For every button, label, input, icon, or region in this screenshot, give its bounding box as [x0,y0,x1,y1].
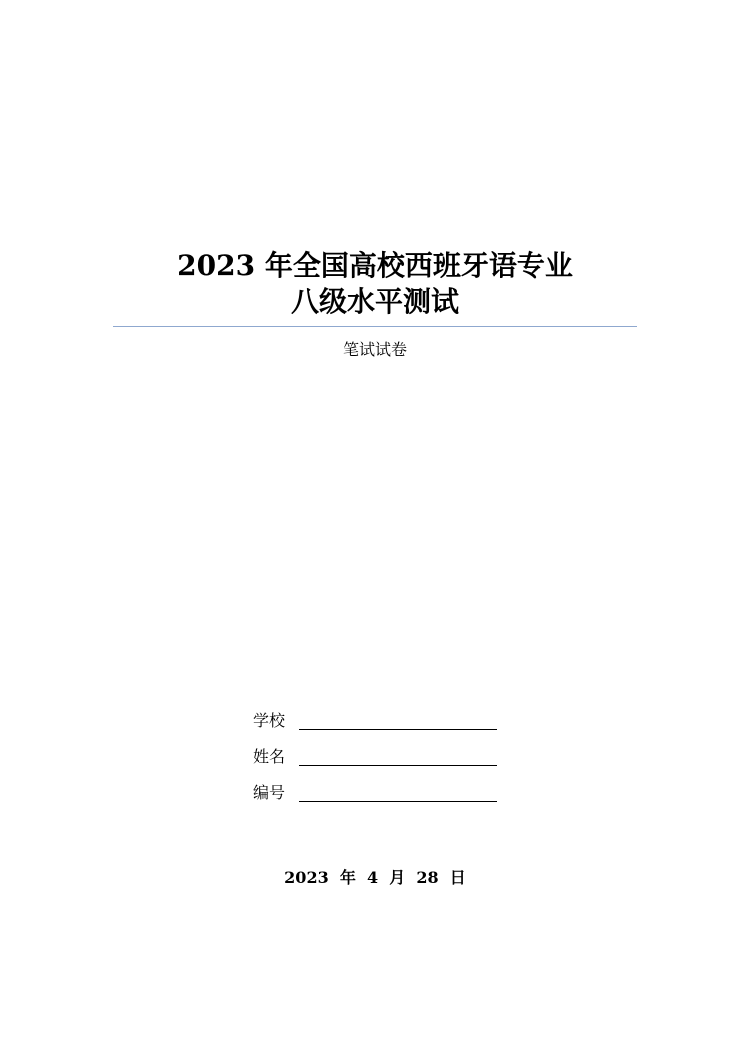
number-field [253,778,497,804]
school-field [253,706,497,732]
number-label: 编号 [253,783,286,802]
paper-subtitle: 笔试试卷 [342,340,407,359]
number-blank-line [299,801,497,802]
name-label: 姓名 [253,747,286,766]
title-divider [113,326,637,327]
name-blank-line [299,765,497,766]
name-field [253,742,497,768]
school-blank-line [299,729,497,730]
exam-date: 2023 年 4 月 28 日 [284,868,466,887]
school-label: 学校 [253,711,286,730]
exam-title-line-2: 八级水平测试 [290,285,459,318]
exam-title-line-1: 2023 年全国高校西班牙语专业 [177,249,573,282]
